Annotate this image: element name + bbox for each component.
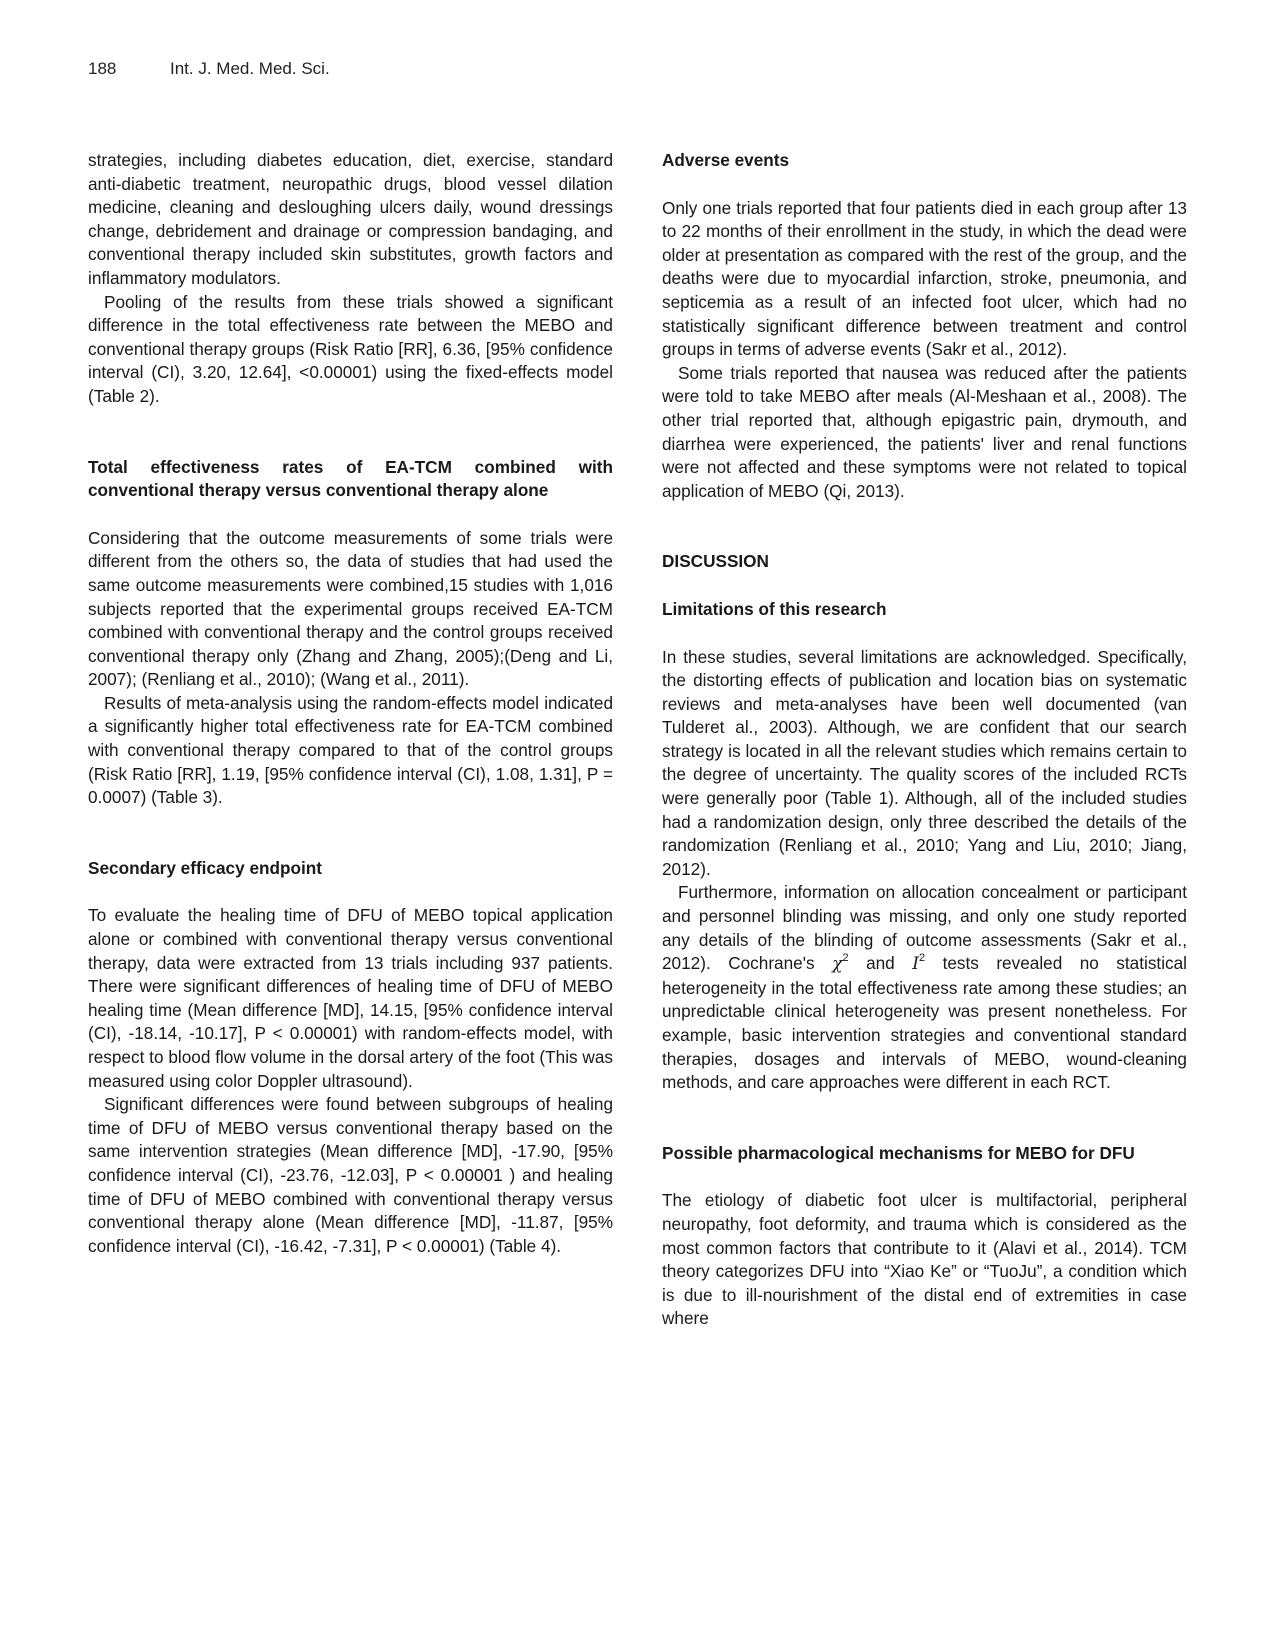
section-heading: Adverse events <box>662 150 790 170</box>
i-symbol: I <box>912 954 919 975</box>
paragraph-text: and <box>848 953 913 974</box>
paragraph: Some trials reported that nausea was reduced after the patients were told to take MEBO after meals (Al-Meshaan et al., 2008). The other trial reported that, although epigastric pain, drymouth, and diarrhea were experienced, the patients' liver and renal functions were not affected and these symptoms were not related to topical application of MEBO (Qi, 2013). <box>662 362 1187 501</box>
paragraph: Results of meta-analysis using the random-effects model indicated a significantly higher total effectiveness rate for EA-TCM combined with conventional therapy compared to that of the control groups (Risk Ratio [RR], 1.19, [95% confidence interval (CI), 1.08, 1.31], P = 0.0007) (Table 3). <box>88 692 613 808</box>
section-heading: Possible pharmacological mechanisms for MEBO for DFU <box>662 1142 1135 1163</box>
paragraph: Significant differences were found between subgroups of healing time of DFU of MEBO versus conventional therapy based on the same intervention strategies (Mean difference [MD], -17.90, [95% confidence interval (CI), -23.76, -12.03], P < 0.00001 ) and healing time of DFU of MEBO combined with conventional therapy versus conventional therapy alone (Mean difference [MD], -11.87, [95% confidence interval (CI), -16.42, -7.31], P < 0.00001) (Table 4). <box>88 1094 613 1256</box>
superscript: 2 <box>842 952 849 965</box>
subsection-heading: Limitations of this research <box>662 598 887 619</box>
section-heading: DISCUSSION <box>662 551 769 572</box>
paragraph: The etiology of diabetic foot ulcer is multifactorial, peripheral neuropathy, foot deformity, and trauma which is considered as the most common factors that contribute to it (Alavi et al., 2014). TCM theory categorizes DFU into “Xiao Ke” or “TuoJu”, a condition which is due to ill-nourishment of the distal end of extremities in case where <box>662 1190 1187 1329</box>
right-column <box>662 149 1187 1331</box>
chi-symbol: χ <box>832 954 843 975</box>
paragraph: To evaluate the healing time of DFU of MEBO topical application alone or combined with conventional therapy versus conventional therapy, data were extracted from 13 trials including 937 patients. There were significant differences of healing time of DFU of MEBO healing time (Mean difference [MD], 14.15, [95% confidence interval (CI), -18.14, -10.17], P < 0.00001) with random-effects model, with respect to blood flow volume in the dorsal artery of the foot (This was measured using color Doppler ultrasound). <box>88 905 613 1091</box>
paragraph-text: tests revealed no statistical heterogeneity in the total effectiveness rate among these studies; an unpredictable clinical heterogeneity was present nonetheless. For example, basic intervention strategies and conventional standard therapies, dosages and intervals of MEBO, wound-cleaning methods, and care approaches were different in each RCT. <box>662 953 1187 1093</box>
paragraph: strategies, including diabetes education, diet, exercise, standard anti-diabetic treatment, neuropathic drugs, blood vessel dilation medicine, cleaning and desloughing ulcers daily, wound dressings change, debridement and drainage or compression bandaging, and conventional therapy included skin substitutes, growth factors and inflammatory modulators. <box>88 150 613 288</box>
journal-title: Int. J. Med. Med. Sci. <box>170 59 330 78</box>
paragraph: In these studies, several limitations are acknowledged. Specifically, the distorting effects of publication and location bias on systematic reviews and meta-analyses have been well documented (van Tulderet al., 2003). Although, we are confident that our search strategy is located in all the relevant studies which remains certain to the degree of uncertainty. The quality scores of the included RCTs were generally poor (Table 1). Although, all of the included studies had a randomization design, only three described the details of the randomization (Renliang et al., 2010; Yang and Liu, 2010; Jiang, 2012). <box>662 646 1187 879</box>
running-head <box>88 58 330 80</box>
section-heading: Total effectiveness rates of EA-TCM combined with conventional therapy versus conventional therapy alone <box>88 456 613 501</box>
paragraph: Only one trials reported that four patients died in each group after 13 to 22 months of their enrollment in the study, in which the dead were older at presentation as compared with the rest of the group, and the deaths were due to myocardial infarction, stroke, pneumonia, and septicemia as a result of an infected foot ulcer, which had no statistically significant difference between treatment and control groups in terms of adverse events (Sakr et al., 2012). <box>662 197 1187 360</box>
section-heading: Secondary efficacy endpoint <box>88 857 323 878</box>
left-column <box>88 149 613 1258</box>
superscript: 2 <box>919 952 926 965</box>
page-number: 188 <box>88 59 117 78</box>
paragraph: Pooling of the results from these trials showed a significant difference in the total effectiveness rate between the MEBO and conventional therapy groups (Risk Ratio [RR], 6.36, [95% confidence interval (CI), 3.20, 12.64], <0.00001) using the fixed-effects model (Table 2). <box>88 291 613 406</box>
paragraph-text: Furthermore, information on allocation concealment or participant and personnel blinding was missing, and only one study reported any details of the blinding of outcome assessments (Sakr et al., 2012). Cochrane's <box>662 882 1187 974</box>
paragraph: Considering that the outcome measurements of some trials were different from the others so, the data of studies that had used the same outcome measurements were combined,15 studies with 1,016 subjects reported that the experimental groups received EA-TCM combined with conventional therapy and the control groups received conventional therapy only (Zhang and Zhang, 2005);(Deng and Li, 2007); (Renliang et al., 2010); (Wang et al., 2011). <box>88 527 613 690</box>
paragraph <box>662 881 1187 1094</box>
